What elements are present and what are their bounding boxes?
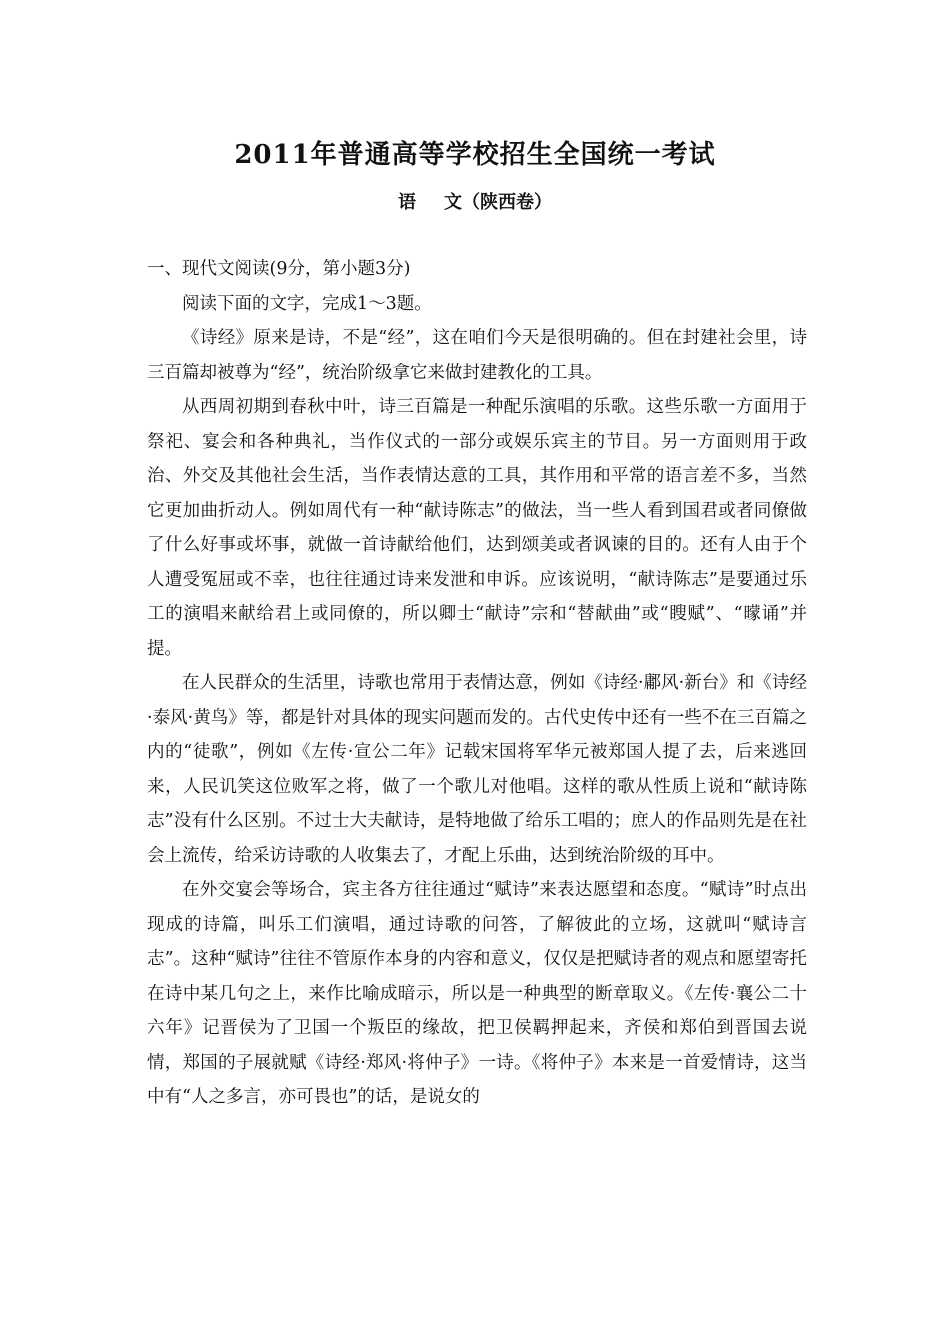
reading-section [147,252,807,1115]
paragraph-2: 从西周初期到春秋中叶，诗三百篇是一种配乐演唱的乐歌。这些乐歌一方面用于祭祀、宴会和各种典礼，当作仪式的一部分或娱乐宾主的节目。另一方面则用于政治、外交及其他社会生活，当作表情达意的工具，其作用和平常的语言差不多，当然它更加曲折动人。例如周代有一种“献诗陈志”的做法，当一些人看到国君或者同僚做了什么好事或坏事，就做一首诗献给他们，达到颂美或者讽谏的目的。还有人由于个人遭受冤屈或不幸，也往往通过诗来发泄和申诉。应该说明，“献诗陈志”是要通过乐工的演唱来献给君上或同僚的，所以卿士“献诗”宗和“替献曲”或“瞍赋”、“曚诵”并提。 [147,397,807,659]
paragraph-4: 在外交宴会等场合，宾主各方往往通过“赋诗”来表达愿望和态度。“赋诗”时点出现成的诗篇，叫乐工们演唱，通过诗歌的问答，了解彼此的立场，这就叫“赋诗言志”。这种“赋诗”往往不管原作本身的内容和意义，仅仅是把赋诗者的观点和愿望寄托在诗中某几句之上，来作比喻成暗示，所以是一种典型的断章取义。《左传·襄公二十六年》记晋侯为了卫国一个叛臣的缘故，把卫侯羁押起来，齐侯和郑伯到晋国去说情，郑国的子展就赋《诗经·郑风·将仲子》一诗。《将仲子》本来是一首爱情诗，这当中有“人之多言，亦可畏也”的话，是说女的 [147,880,807,1107]
subject-char: 语 [398,192,416,213]
instruction: 阅读下面的文字，完成1～3题。 [182,293,432,314]
exam-subtitle [0,188,950,214]
section-heading: 一、现代文阅读(9分，第小题3分) [147,259,411,279]
paragraph-3: 在人民群众的生活里，诗歌也常用于表情达意，例如《诗经·鄘风·新台》和《诗经·泰风·黄鸟》等，都是针对具体的现实问题而发的。古代史传中还有一些不在三百篇之内的“徒歌”，例如《左传·宣公二年》记载宋国将军华元被郑国人提了去，后来逃回来，人民讥笑这位败军之将，做了一个歌儿对他唱。这样的歌从性质上说和“献诗陈志”没有什么区别。不过士大夫献诗，是特地做了给乐工唱的；庶人的作品则先是在社会上流传，给采访诗歌的人收集去了，才配上乐曲，达到统治阶级的耳中。 [147,673,807,866]
subject-region: 文（陕西卷） [444,192,552,213]
paragraph-1: 《诗经》原来是诗，不是“经”，这在咱们今天是很明确的。但在封建社会里，诗三百篇却被尊为“经”，统治阶级拿它来做封建教化的工具。 [147,328,807,383]
exam-title: 2011年普通高等学校招生全国统一考试 [234,140,716,170]
